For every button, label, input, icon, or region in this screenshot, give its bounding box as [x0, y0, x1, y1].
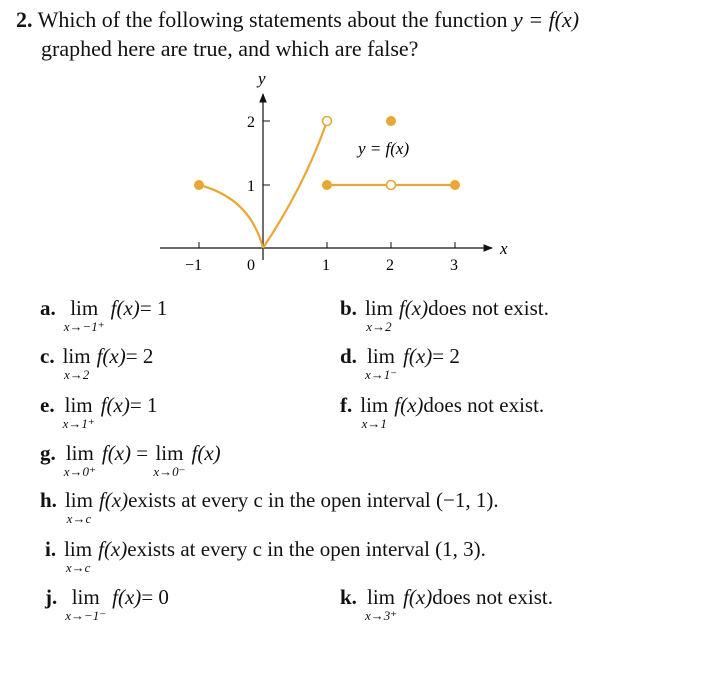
question-text-2: graphed here are true, and which are false?	[41, 36, 419, 61]
statement-d-label: d.	[340, 344, 357, 368]
function-graph	[150, 70, 530, 280]
statement-f-sub: x→1	[361, 416, 387, 431]
statement-h-expr: f(x)	[98, 488, 129, 512]
statement-j-rhs: = 0	[141, 585, 169, 609]
statement-j-lim-word: lim	[71, 585, 100, 609]
statement-h-rhs: exists at every c in the open interval (−1, 1).	[128, 488, 499, 512]
statement-d-lim	[365, 344, 397, 382]
open-point-2-1	[387, 181, 396, 190]
statement-g-eq: =	[131, 441, 154, 465]
statement-g	[40, 441, 221, 479]
question-math: y = f(x)	[512, 7, 580, 32]
statement-g-sub: x→0⁺	[63, 464, 96, 479]
statement-i-expr: f(x)	[98, 537, 128, 561]
statement-j	[45, 585, 169, 623]
statement-e	[40, 393, 157, 431]
statement-c-lim	[63, 344, 91, 382]
statement-g-expr: f(x)	[101, 441, 132, 465]
statement-c	[40, 344, 153, 382]
question-line-2	[41, 35, 418, 63]
statement-k-rhs: does not exist.	[432, 585, 553, 609]
statement-i-lim-word: lim	[64, 537, 93, 561]
statement-j-expr: f(x)	[112, 585, 142, 609]
statement-h-label: h.	[40, 488, 57, 512]
statement-b-lim	[365, 296, 393, 334]
question-text-1: Which of the following statements about the function	[37, 7, 508, 32]
statement-a-expr: f(x)	[110, 296, 140, 320]
statement-k-expr: f(x)	[403, 585, 433, 609]
statement-i-lim	[64, 537, 92, 575]
statement-k-lim	[365, 585, 397, 623]
statement-a-lim	[64, 296, 105, 334]
open-point-1-2	[323, 117, 332, 126]
statement-h-lim-word: lim	[64, 488, 93, 512]
statement-k-lim-word: lim	[367, 585, 396, 609]
statement-f-lim	[360, 393, 388, 431]
statement-a-rhs: = 1	[139, 296, 168, 320]
statement-k	[340, 585, 553, 623]
statement-g-sub2: x→0⁻	[153, 464, 186, 479]
statement-a-label: a.	[40, 296, 56, 320]
y-axis-label: y	[258, 70, 266, 88]
x-tick-label-3: 3	[450, 257, 458, 274]
statement-d-expr: f(x)	[403, 344, 433, 368]
statement-i-sub: x→c	[65, 560, 91, 575]
statement-j-lim	[65, 585, 106, 623]
closed-point-neg1-1	[194, 180, 204, 190]
statement-e-lim-word: lim	[64, 393, 93, 417]
statement-a-sub: x→−1⁺	[63, 319, 105, 334]
statement-f-expr: f(x)	[394, 393, 424, 417]
x-axis-label: x	[500, 239, 508, 258]
statement-d-lim-word: lim	[367, 344, 396, 368]
closed-point-2-2	[386, 116, 396, 126]
statement-d	[340, 344, 460, 382]
statement-k-sub: x→3⁺	[364, 608, 398, 623]
statement-e-label: e.	[40, 393, 55, 417]
statement-c-sub: x→2	[63, 367, 90, 382]
statement-h	[40, 488, 499, 526]
statement-i-rhs: exists at every c in the open interval (1, 3).	[127, 537, 486, 561]
statement-f-lim-word: lim	[360, 393, 389, 417]
statement-g-lim-word: lim	[65, 441, 94, 465]
statement-e-lim	[63, 393, 95, 431]
function-label: y = f(x)	[358, 139, 410, 158]
statement-h-lim	[65, 488, 93, 526]
statement-g-label: g.	[40, 441, 56, 465]
statement-h-sub: x→c	[66, 511, 92, 526]
statement-b-sub: x→2	[366, 319, 392, 334]
statement-e-rhs: = 1	[129, 393, 158, 417]
statement-e-sub: x→1⁺	[62, 416, 95, 431]
statement-f	[340, 393, 544, 431]
statement-c-lim-word: lim	[62, 344, 91, 368]
statement-e-expr: f(x)	[100, 393, 130, 417]
statement-i	[45, 537, 486, 575]
statement-k-label: k.	[340, 585, 357, 609]
statement-b-expr: f(x)	[398, 296, 429, 320]
x-tick-label-0: 0	[247, 257, 255, 274]
question-number: 2.	[16, 7, 33, 32]
y-tick-label-2: 2	[247, 114, 255, 131]
statement-j-sub: x→−1⁻	[65, 608, 107, 623]
statement-c-rhs: = 2	[125, 344, 154, 368]
closed-point-1-1	[322, 180, 332, 190]
x-tick-label-2: 2	[386, 257, 394, 274]
statement-c-expr: f(x)	[96, 344, 126, 368]
statement-b	[340, 296, 549, 334]
statement-g-lim2-word: lim	[155, 441, 184, 465]
statement-d-rhs: = 2	[432, 344, 460, 368]
statement-b-label: b.	[340, 296, 357, 320]
curve-middle	[263, 121, 327, 248]
statement-i-label: i.	[45, 537, 57, 561]
statement-g-lim	[64, 441, 96, 479]
closed-point-3-1	[450, 180, 460, 190]
y-tick-label-1: 1	[247, 178, 255, 195]
statement-f-rhs: does not exist.	[423, 393, 545, 417]
statement-j-label: j.	[45, 585, 58, 609]
x-tick-label-neg1: −1	[185, 257, 203, 274]
question-line-1	[16, 6, 579, 34]
statement-d-sub: x→1⁻	[364, 367, 398, 382]
statement-a	[40, 296, 167, 334]
statement-c-label: c.	[40, 344, 55, 368]
x-tick-label-1: 1	[322, 257, 330, 274]
statement-a-lim-word: lim	[70, 296, 99, 320]
statement-b-lim-word: lim	[364, 296, 393, 320]
statement-g-expr2: f(x)	[191, 441, 221, 465]
statement-g-lim2	[153, 441, 185, 479]
statement-b-rhs: does not exist.	[428, 296, 549, 320]
statement-f-label: f.	[340, 393, 353, 417]
